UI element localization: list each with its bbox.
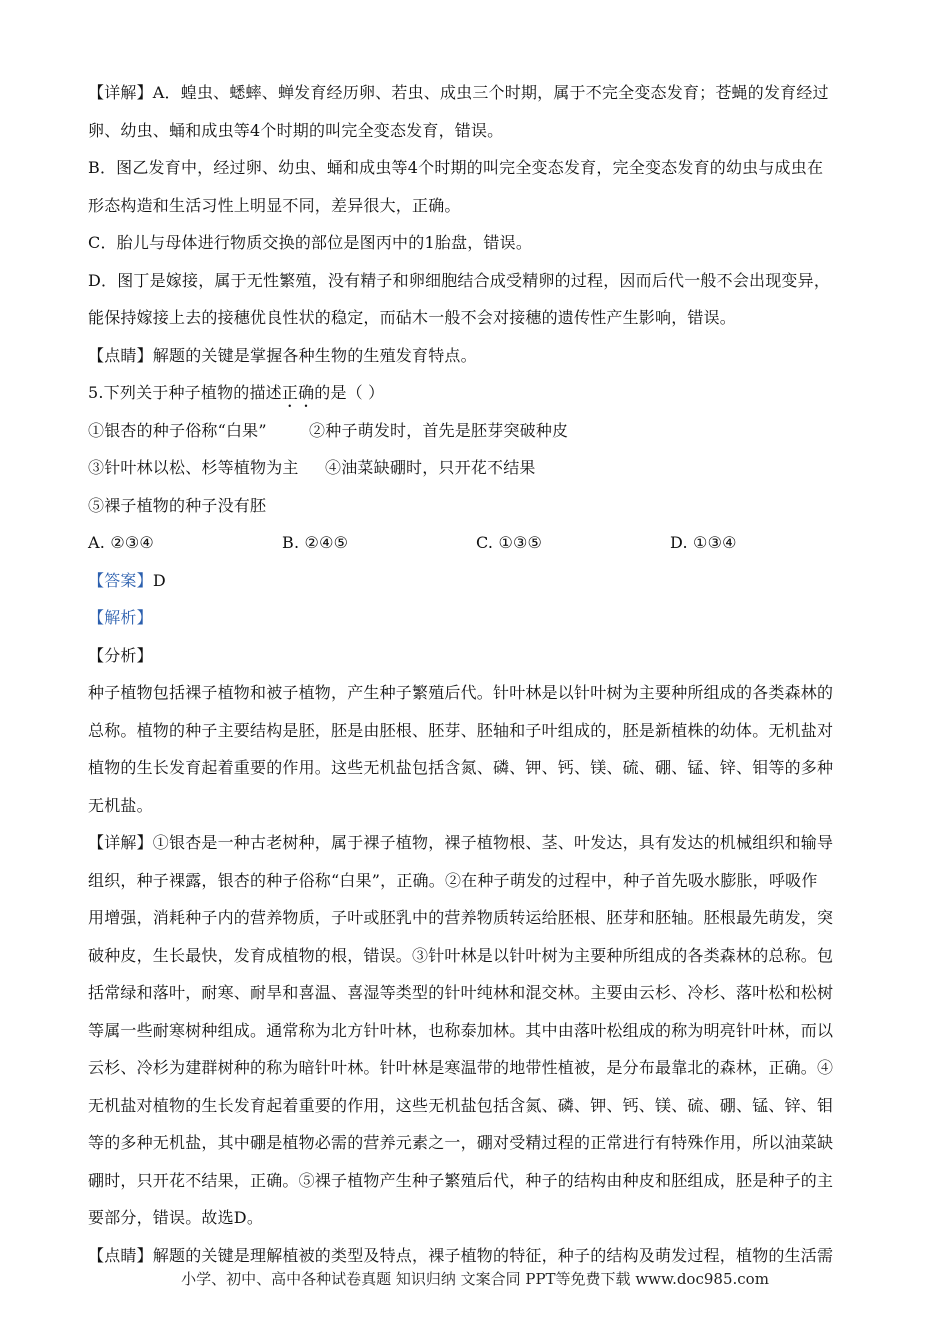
text-line: 云杉、冷杉为建群树种的称为暗针叶林。针叶林是寒温带的地带性植被，是分布最靠北的森林，正确。④ bbox=[88, 1058, 834, 1077]
text-line: 硼时，只开花不结果，正确。⑤裸子植物产生种子繁殖后代，种子的结构由种皮和胚组成，胚是种子的主 bbox=[88, 1170, 834, 1190]
text-line: 要部分，错误。故选D。 bbox=[88, 1208, 264, 1227]
text-line: 植物的生长发育起着重要的作用。这些无机盐包括含氮、磷、钾、钙、镁、硫、硼、锰、锌、钼等的多种 bbox=[88, 758, 834, 777]
text-line: C．胎儿与母体进行物质交换的部位是图丙中的1胎盘，错误。 bbox=[88, 233, 533, 252]
question-stem-prefix: 5.下列关于种子植物的描述 bbox=[88, 383, 282, 402]
text-line: 无机盐。 bbox=[88, 795, 153, 815]
text-line: 等的多种无机盐，其中硼是植物必需的营养元素之一，硼对受精过程的正常进行有特殊作用，所以油菜缺 bbox=[88, 1133, 834, 1152]
text-line: 无机盐对植物的生长发育起着重要的作用，这些无机盐包括含氮、磷、钾、钙、镁、硫、硼、锰、锌、钼 bbox=[88, 1095, 834, 1115]
detail-paragraph-a bbox=[88, 74, 862, 149]
question-items bbox=[88, 412, 862, 525]
detail-paragraph-c bbox=[88, 224, 862, 262]
option-d: D. ①③④ bbox=[670, 533, 737, 552]
text-line: 组织，种子裸露，银杏的种子俗称“白果”，正确。②在种子萌发的过程中，种子首先吸水膨胀，呼吸作 bbox=[88, 870, 818, 890]
page-footer: 小学、初中、高中各种试卷真题 知识归纳 文案合同 PPT等免费下载 www.doc985.com bbox=[181, 1270, 769, 1288]
question-stem-emphasis: 正确 bbox=[281, 383, 315, 402]
analysis-label: 【解析】 bbox=[88, 608, 153, 627]
answer-label: 【答案】 bbox=[88, 570, 153, 590]
answer-value: D bbox=[152, 570, 166, 590]
question-item-line: ①银杏的种子俗称“白果” ②种子萌发时，首先是胚芽突破种皮 bbox=[88, 420, 569, 440]
text-line: B．图乙发育中，经过卵、幼虫、蛹和成虫等4个时期的叫完全变态发育，完全变态发育的幼虫与成虫在 bbox=[88, 158, 824, 177]
text-line: 种子植物包括裸子植物和被子植物，产生种子繁殖后代。针叶林是以针叶树为主要种所组成的各类森林的 bbox=[88, 683, 834, 702]
question-stem bbox=[88, 374, 862, 412]
detail-paragraph-b bbox=[88, 149, 862, 224]
answer-options bbox=[88, 524, 862, 562]
text-line: 能保持嫁接上去的接穗优良性状的稳定，而砧木一般不会对接穗的遗传性产生影响，错误。 bbox=[88, 308, 737, 327]
text-line: 破种皮，生长最快，发育成植物的根，错误。③针叶林是以针叶树为主要种所组成的各类森林的总称。包 bbox=[88, 945, 834, 965]
text-line: 【详解】①银杏是一种古老树种，属于裸子植物，裸子植物根、茎、叶发达，具有发达的机械组织和输导 bbox=[88, 833, 834, 852]
text-line: 【点睛】解题的关键是掌握各种生物的生殖发育特点。 bbox=[88, 345, 477, 365]
xiangjie-paragraph bbox=[88, 824, 862, 1237]
question-stem-suffix: 的是（ ） bbox=[314, 383, 385, 402]
analysis-heading bbox=[88, 599, 862, 637]
fenxi-heading bbox=[88, 637, 862, 675]
fenxi-label: 【分析】 bbox=[88, 645, 153, 665]
text-line: 总称。植物的种子主要结构是胚，胚是由胚根、胚芽、胚轴和子叶组成的，胚是新植株的幼体。无机盐对 bbox=[88, 720, 834, 740]
option-b: B. ②④⑤ bbox=[282, 533, 349, 552]
text-line: 【详解】A．蝗虫、蟋蟀、蝉发育经历卵、若虫、成虫三个时期，属于不完全变态发育；苍蝇的发育经过 bbox=[88, 83, 829, 102]
option-a: A. ②③④ bbox=[88, 533, 154, 552]
text-line: 等属一些耐寒树种组成。通常称为北方针叶林，也称泰加林。其中由落叶松组成的称为明亮针叶林，而以 bbox=[88, 1020, 834, 1040]
fenxi-paragraph bbox=[88, 674, 862, 824]
option-c: C. ①③⑤ bbox=[476, 533, 543, 552]
text-line: 【点睛】解题的关键是理解植被的类型及特点，裸子植物的特征，种子的结构及萌发过程，植物的生活需 bbox=[88, 1245, 834, 1265]
question-item-line: ⑤裸子植物的种子没有胚 bbox=[88, 495, 267, 515]
text-line: D．图丁是嫁接，属于无性繁殖，没有精子和卵细胞结合成受精卵的过程，因而后代一般不会出现变异， bbox=[88, 270, 831, 290]
text-line: 形态构造和生活习性上明显不同，差异很大，正确。 bbox=[88, 195, 461, 215]
text-line: 括常绿和落叶，耐寒、耐旱和喜温、喜湿等类型的针叶纯林和混交林。主要由云杉、冷杉、落叶松和松树 bbox=[88, 983, 834, 1002]
question-item-line: ③针叶林以松、杉等植物为主 ④油菜缺硼时，只开花不结果 bbox=[88, 458, 536, 477]
key-point-paragraph bbox=[88, 337, 862, 375]
document-content bbox=[88, 74, 862, 1274]
text-line: 卵、幼虫、蛹和成虫等4个时期的叫完全变态发育，错误。 bbox=[88, 120, 504, 140]
detail-paragraph-d bbox=[88, 262, 862, 337]
answer-row bbox=[88, 562, 862, 600]
text-line: 用增强，消耗种子内的营养物质，子叶或胚乳中的营养物质转运给胚根、胚芽和胚轴。胚根最先萌发，突 bbox=[88, 908, 834, 927]
